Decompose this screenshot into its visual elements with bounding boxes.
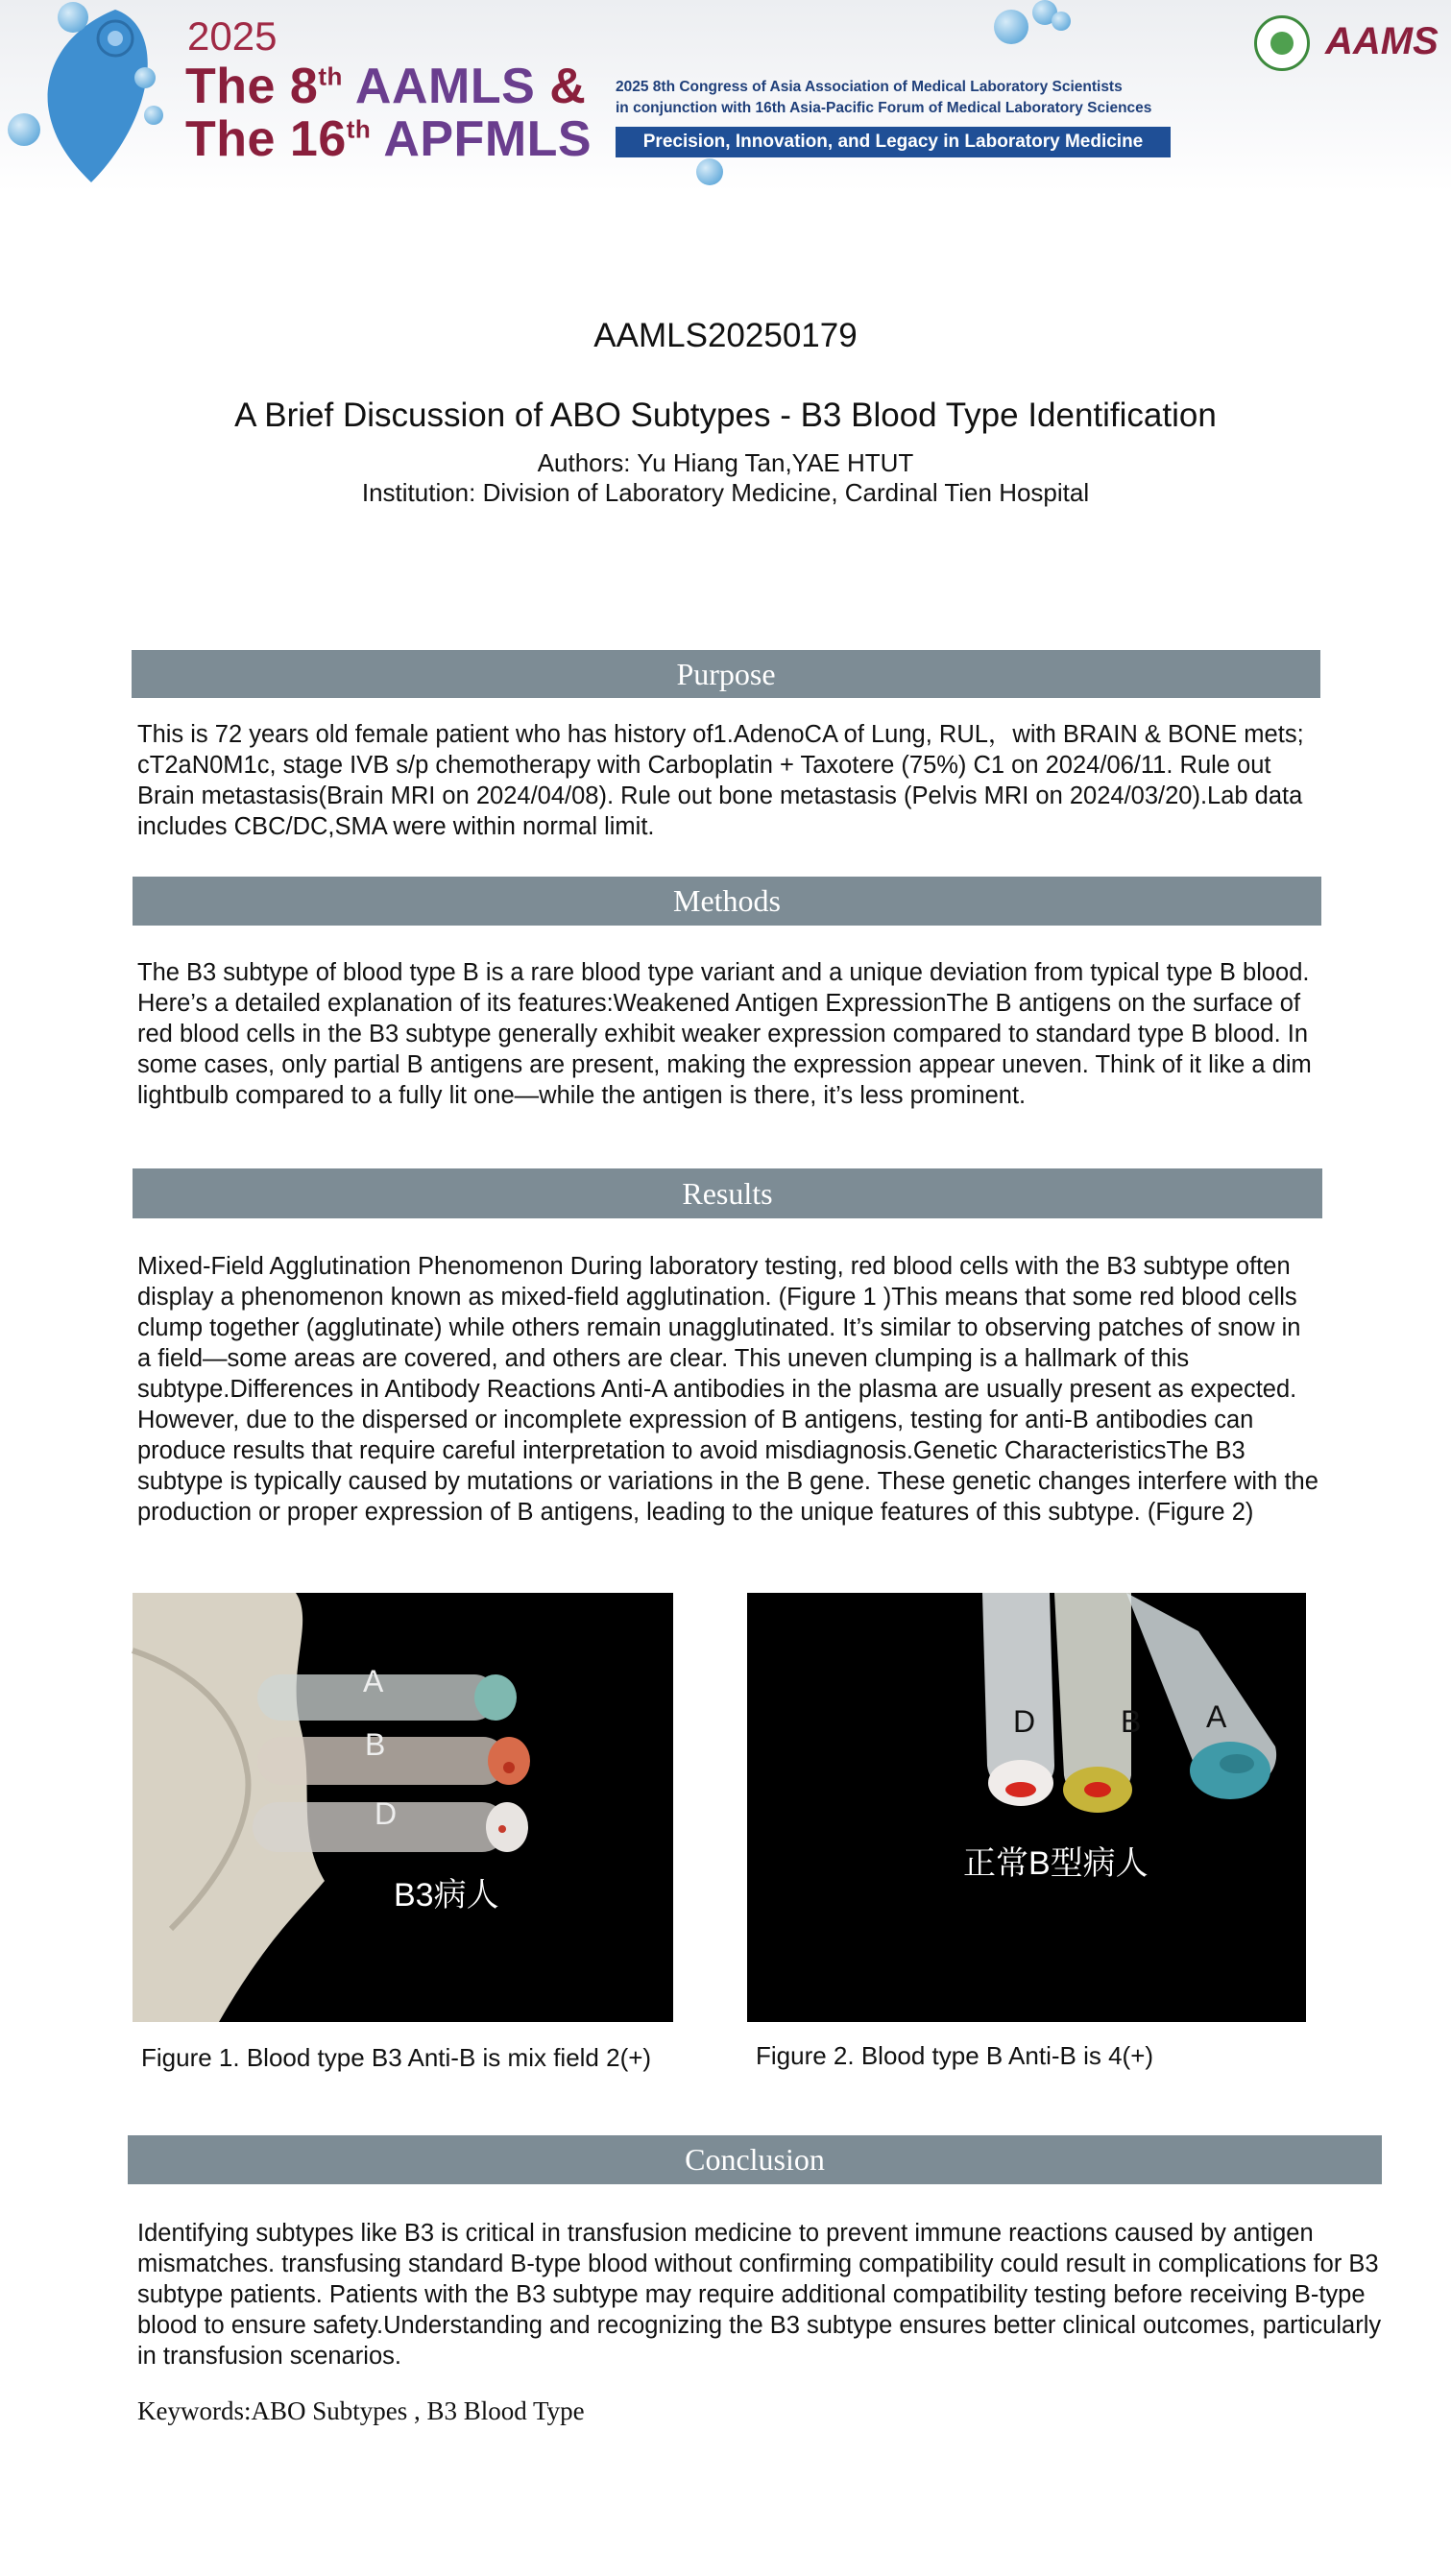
banner-year: 2025 [187, 13, 278, 59]
banner-aamls-title: The 8th AAMLS & [185, 59, 587, 114]
aams-logo [1323, 12, 1439, 69]
figure-1-caption: Figure 1. Blood type B3 Anti-B is mix field 2(+) [141, 2043, 652, 2072]
methods-text: The B3 subtype of blood type B is a rare blood type variant and a unique deviation from typical type B blood. Here’s a detailed explanation of its features:Weakened Antigen ExpressionThe B antigens on the surface of red blood cells in the B3 subtype generally exhibit weaker expression compared to standard type B blood. In some cases, only partial B antigens are present, making the expression appear uneven. Think of it like a dim lightbulb compared to a fully lit one—while the antigen is there, it’s less prominent. [137, 959, 1312, 1109]
banner-tagline: Precision, Innovation, and Legacy in Laboratory Medicine [616, 127, 1171, 157]
tube-label-d: D [1013, 1704, 1036, 1739]
tube-label-b: B [1121, 1704, 1142, 1739]
banner-congress-description: 2025 8th Congress of Asia Association of Medical Laboratory Scientists in conjunction with 16th Asia-Pacific Forum of Medical Laboratory Sciences [616, 79, 1152, 116]
conclusion-text: Identifying subtypes like B3 is critical in transfusion medicine to prevent immune reactions caused by antigen mismatches. transfusing standard B-type blood without confirming compatibility could result in complications for B3 subtype patients. Patients with the B3 subtype may require additional compatibility testing before receiving B-type blood to ensure safety.Understanding and recognizing the B3 subtype ensures better clinical outcomes, particularly in transfusion scenarios. [137, 2220, 1382, 2370]
association-logo-icon [1254, 15, 1310, 71]
molecule-icon [1052, 12, 1071, 31]
poster-id: AAMLS20250179 [593, 317, 858, 354]
poster-institution: Institution: Division of Laboratory Medicine, Cardinal Tien Hospital [361, 478, 1090, 507]
methods-heading: Methods [133, 877, 1321, 926]
figure-1-photo [133, 1593, 673, 2022]
molecule-icon [8, 113, 40, 146]
poster-title: A Brief Discussion of ABO Subtypes - B3 Blood Type Identification [234, 397, 1217, 434]
conference-banner [0, 0, 1451, 192]
figure-1-photo-caption: B3病人 [394, 1877, 499, 1914]
molecule-icon [696, 158, 723, 185]
tube-label-d: D [375, 1796, 398, 1831]
tube-label-b: B [365, 1727, 386, 1762]
purpose-heading: Purpose [132, 650, 1320, 698]
svg-text:AAMS: AAMS [1325, 20, 1439, 62]
results-heading: Results [133, 1168, 1322, 1218]
results-text: Mixed-Field Agglutination Phenomenon During laboratory testing, red blood cells with the B3 subtype often display a phenomenon known as mixed-field agglutination. (Figure 1 )This means that some red blood cells clump together (agglutinate) while others remain unagglutinated. It’s similar to observing patches of snow in a field—some areas are covered, and others are clear. This uneven clumping is a hallmark of this subtype.Differences in Antibody Reactions Anti-A antibodies in the plasma are usually present as expected. However, due to the dispersed or incomplete expression of B antigens, testing for anti-B antibodies can produce results that require careful interpretation to avoid misdiagnosis.Genetic CharacteristicsThe B3 subtype is typically caused by mutations or variations in the B gene. These genetic changes interfere with the production or proper expression of B antigens, leading to the unique features of this subtype. (Figure 2) [137, 1253, 1318, 1526]
figure-2-caption: Figure 2. Blood type B Anti-B is 4(+) [756, 2041, 1154, 2070]
tube-label-a: A [1206, 1699, 1227, 1734]
keywords: Keywords:ABO Subtypes , B3 Blood Type [137, 2396, 585, 2425]
molecule-icon [144, 106, 163, 125]
conclusion-heading: Conclusion [128, 2135, 1382, 2184]
test-tubes-normal-b-illustration [747, 1593, 1306, 2022]
molecule-icon [994, 10, 1028, 44]
taiwan-map-icon [0, 0, 182, 192]
molecule-icon [58, 2, 88, 33]
tube-label-a: A [363, 1664, 384, 1698]
test-tubes-mixed-field-illustration [133, 1593, 673, 2022]
purpose-text: This is 72 years old female patient who has history of1.AdenoCA of Lung, RUL，with BRAIN & BONE mets; cT2aN0M1c, stage IVB s/p chemotherapy with Carboplatin + Taxotere (75%) C1 on 2024/06/11. Rule out Brain metastasis(Brain MRI on 2024/04/08). Rule out bone metastasis (Pelvis MRI on 2024/03/20).Lab data includes CBC/DC,SMA were within normal limit. [137, 721, 1304, 840]
figure-2-photo-caption: 正常B型病人 [963, 1845, 1149, 1882]
banner-apfmls-title: The 16th APFMLS [185, 111, 592, 167]
poster-authors: Authors: Yu Hiang Tan,YAE HTUT [537, 448, 914, 477]
molecule-icon [134, 67, 156, 88]
figure-2-photo [747, 1593, 1306, 2022]
